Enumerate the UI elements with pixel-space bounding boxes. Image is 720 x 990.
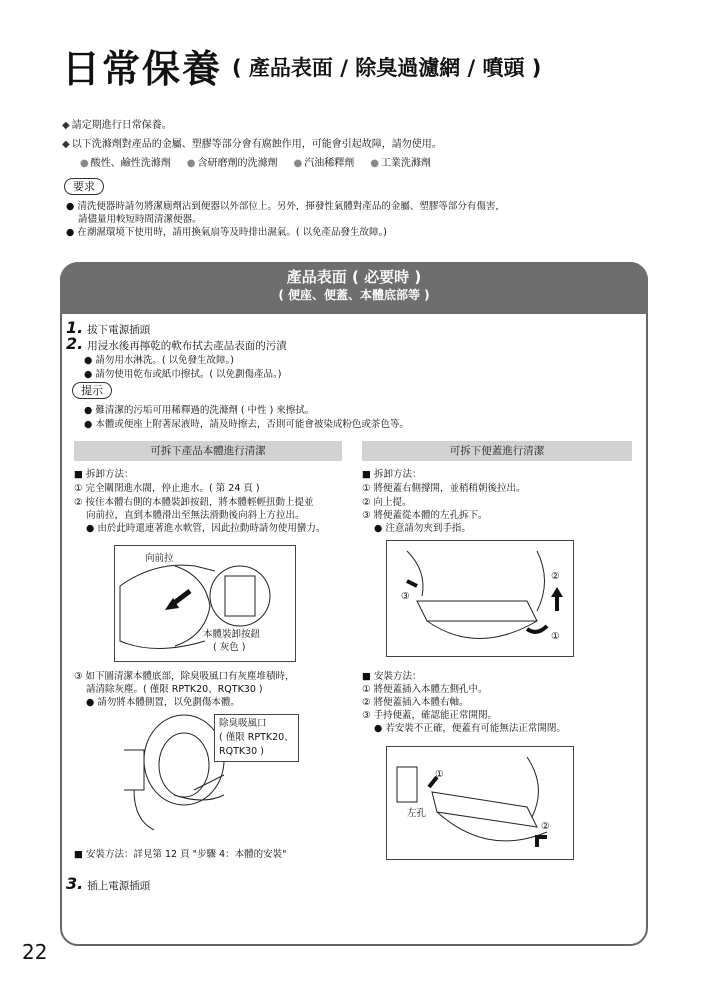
- requirement-item-2: ● 在潮濕環境下使用時，請用換氣扇等及時排出濕氣。( 以免產品發生故障。): [66, 227, 387, 238]
- fig4-step-2-marker: ②: [541, 821, 550, 832]
- left-column-header: 可拆下產品本體進行清潔: [74, 441, 342, 461]
- requirements-label: 要求: [64, 178, 104, 195]
- panel-subtitle: ( 便座、便蓋、本體底部等 ): [278, 288, 430, 302]
- intro-line-2: ◆ 以下洗滌劑對產品的金屬、塑膠等部分會有腐蝕作用，可能會引起故障，請勿使用。: [62, 139, 442, 150]
- list-item: ● 含研磨劑的洗滌劑: [186, 158, 278, 169]
- lid-install-illustration: [387, 747, 573, 859]
- right-install-3-note: ● 若安裝不正確，便蓋有可能無法正常開閉。: [374, 723, 566, 734]
- page-subtitle: ( 產品表面 / 除臭過濾網 / 噴頭 ): [232, 56, 542, 80]
- figure-pull-body: [114, 545, 296, 662]
- step-3: 3. 插上電源插頭: [66, 874, 151, 893]
- figure-remove-lid: [386, 540, 574, 657]
- left-step-2: ② 按住本體右側的本體裝卸按鈕，將本體輕輕扭動上提並: [74, 497, 314, 508]
- right-method-label: ■ 拆卸方法：: [362, 469, 422, 480]
- diamond-bullet-icon: ◆: [62, 139, 70, 150]
- step-2-note-a: ● 請勿用水淋洗。( 以免發生故障。): [84, 355, 234, 366]
- left-step-3: ③ 如下圖清潔本體底部，除臭吸風口有灰塵堆積時，: [74, 671, 295, 682]
- list-item: ● 酸性、鹼性洗滌劑: [80, 158, 171, 169]
- figure-install-lid: [386, 746, 574, 860]
- step-2: 2. 用浸水後再擰乾的軟布拭去產品表面的污漬: [66, 334, 287, 353]
- fig4-left-hole-label: 左孔: [407, 808, 427, 819]
- left-step-2-cont: 向前拉，直到本體滑出至無法滑動後向斜上方拉出。: [86, 510, 305, 521]
- fig2-callout: 除臭吸風口 ( 僅限 RPTK20、 RQTK30 ): [214, 714, 299, 762]
- diamond-bullet-icon: ◆: [62, 120, 70, 131]
- panel-title: 產品表面 ( 必要時 ): [286, 268, 422, 286]
- right-install-3: ③ 手持便蓋，確認能正常開閉。: [362, 710, 498, 721]
- toilet-body-illustration: [115, 546, 295, 661]
- fig1-pull-label: 向前拉: [145, 553, 174, 564]
- fig3-step-1-marker: ①: [551, 631, 560, 642]
- list-item: ● 工業洗滌劑: [370, 158, 431, 169]
- fig1-button-label: 本體裝卸按鈕: [203, 629, 261, 640]
- hint-1: ● 難清潔的污垢可用稀釋過的洗滌劑 ( 中性 ) 來擦拭。: [84, 405, 315, 416]
- right-install-1: ① 將便蓋插入本體左側孔中。: [362, 684, 488, 695]
- fig3-step-2-marker: ②: [551, 571, 560, 582]
- right-step-3: ③ 將便蓋從本體的左孔拆下。: [362, 510, 488, 521]
- figure-clean-bottom: [114, 710, 314, 835]
- left-method-label: ■ 拆卸方法：: [74, 469, 134, 480]
- intro-line-1: ◆ 請定期進行日常保養。: [62, 120, 172, 131]
- requirement-item-1-cont: 請儘量用較短時間清潔便器。: [78, 214, 202, 225]
- fig3-step-3-marker: ③: [401, 591, 410, 602]
- left-install: ■ 安裝方法：詳見第 12 頁 "步驟 4：本體的安裝": [74, 849, 287, 860]
- hint-label: 提示: [72, 382, 112, 399]
- fig4-step-1-marker: ①: [435, 769, 444, 780]
- page-number: 22: [22, 940, 48, 964]
- page-title: 日常保養: [62, 47, 223, 91]
- fig1-button-color: ( 灰色 ): [213, 642, 246, 653]
- right-step-2: ② 向上提。: [362, 497, 412, 508]
- right-step-1: ① 將便蓋右側撐開，並稍稍朝後拉出。: [362, 483, 526, 494]
- left-step-3-cont: 請清除灰塵。( 僅限 RPTK20、RQTK30 ): [86, 684, 263, 695]
- left-step-2-note: ● 由於此時還連著進水軟管，因此拉動時請勿使用蠻力。: [86, 523, 326, 534]
- requirement-item-1: ● 清洗便器時請勿將潔廁劑沾到便器以外部位上。另外，揮發性氣體對產品的金屬、塑膠等部分有傷害，: [66, 201, 505, 212]
- right-column-header: 可拆下便蓋進行清潔: [362, 441, 632, 461]
- left-step-1: ① 完全關閉進水閥，停止進水。( 第 24 頁 ): [74, 483, 260, 494]
- left-step-3-note: ● 請勿將本體側置，以免劃傷本體。: [86, 697, 240, 708]
- step-1: 1. 拔下電源插頭: [66, 318, 151, 337]
- right-install-label: ■ 安裝方法：: [362, 671, 422, 682]
- lid-removal-illustration: [387, 541, 573, 656]
- list-item: ● 汽油稀釋劑: [293, 158, 355, 169]
- hint-2: ● 本體或便座上附著尿液時，請及時擦去，否則可能會被染成粉色或茶色等。: [84, 419, 409, 430]
- right-step-3-note: ● 注意請勿夾到手指。: [374, 523, 471, 534]
- step-2-note-b: ● 請勿使用乾布或紙巾擦拭。( 以免劃傷產品。): [84, 369, 282, 380]
- detergent-list: [80, 154, 500, 169]
- right-install-2: ② 將便蓋插入本體右軸。: [362, 697, 469, 708]
